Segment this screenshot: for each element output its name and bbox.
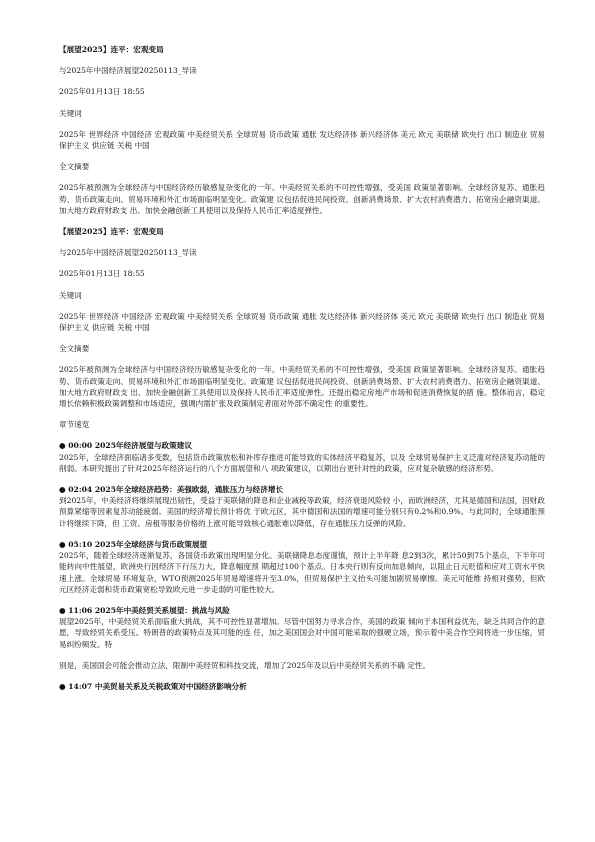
keywords-label-repeat: 关键词	[59, 290, 82, 300]
doc-subtitle-repeat: 与2025年中国经济展望20250113_导读	[59, 248, 197, 258]
chapter-text: 到2025年，中美经济将继续展现出韧性，受益于美联储的降息和企业减税等政策，经济衰退风险较 小，而欧洲经济，尤其是德国和法国，因财政预算紧缩等因素复苏动能疲弱。美国的经济增长预计将优 于欧元区，其中德国和法国的增速可能分别只有0.2%和0.9%。与此同时，全球通胀预计将继续下降，但 工资、房租等服务价格的上涨可能导致核心通胀难以降低，存在通胀压力反弹的风险。	[59, 496, 545, 528]
summary-text-repeat: 2025年被预测为全球经济与中国经济经历敏感复杂变化的一年。中美经贸关系的不可控性增强，受美国 政策显著影响。全球经济复苏、通胀趋势、货币政策走向、贸易环境和外汇市场面临明显变化。政策建 议包括促进民间投资、创新消费场景、扩大农村消费潜力、拓宽房企融资渠道、加大地方政府财政支 出、加快金融创新工具使用以及保持人民币汇率适度弹性。还提出稳定房地产市场和促进消费恢复的措 施。整体而言，稳定增长依赖积极政策调整和市场适应，强调内需扩张及政策制定者面对外部不确定性 的重要性。	[59, 365, 545, 409]
chapter-text-continued: 别是，美国国会可能会推动立法，限制中美经贸和科技交流，增加了2025年及以后中美经贸关系的不确 定性。	[59, 660, 431, 670]
doc-subtitle: 与2025年中国经济展望20250113_导读	[59, 66, 197, 76]
doc-title: 【展望2025】连平：宏观变局	[59, 45, 164, 54]
chapter-text: 2025年，全球经济面临诸多变数，包括货币政策放松和补库存推进可能导致的实体经济平稳复苏，以及 全球贸易保护主义泛滥对经济复苏动能的削弱。本研究提出了针对2025年经济运行的八个方面展望和八 项政策建议，以期出台更针对性的政策，应对复杂敏感的经济形势。	[59, 452, 545, 473]
doc-timestamp-repeat: 2025年01月13日 18:55	[59, 269, 145, 279]
keywords-text-repeat: 2025年 世界经济 中国经济 宏观政策 中美经贸关系 全球贸易 货币政策 通胀 发达经济体 新兴经济体 美元 欧元 美联储 欧央行 出口 制造业 贸易保护主义 供应链 关税 中国	[59, 311, 545, 333]
chapter-item	[59, 539, 545, 595]
chapter-title: ● 14:07 中美贸易关系及关税政策对中国经济影响分析	[59, 681, 247, 691]
summary-text: 2025年被预测为全球经济与中国经济经历敏感复杂变化的一年。中美经贸关系的不可控性增强，受美国 政策显著影响。全球经济复苏、通胀趋势、货币政策走向、贸易环境和外汇市场面临明显变化。政策建 议包括促进民间投资、创新消费场景、扩大农村消费潜力、拓宽房企融资渠道、加大地方政府财政支 出、加快金融创新工具使用以及保持人民币汇率适度弹性。	[59, 183, 545, 215]
chapter-title: ● 11:06 2025年中美经贸关系展望：挑战与风险	[59, 605, 230, 615]
chapter-text: 2025年，随着全球经济逐渐复苏，各国货币政策出现明显分化。美联储降息态度谨慎，预计上半年降 息2到3次，累计50到75个基点，下半年可能转向中性展望，欧洲央行因经济下行压力大，降息幅度预 期超过100个基点。日本央行则有反向加息倾向，以阻止日元贬值和应对工资水平快速上涨。全球贸易 环境复杂，WTO预测2025年贸易增速将升至3.0%，但贸易保护主义抬头可能加剧贸易摩擦。美元可能维 持相对强势，但欧元区经济走弱和货币政策宽松导致欧元进一步走弱的可能性较大。	[59, 551, 545, 594]
doc-timestamp: 2025年01月13日 18:55	[59, 87, 145, 97]
chapter-item	[59, 440, 545, 474]
chapter-item	[59, 605, 545, 650]
chapter-text: 展望2025年，中美经贸关系面临重大挑战，其不可控性显著增加。尽管中国努力寻求合作，美国的政策 倾向于本国利益优先，缺乏共同合作的意愿，导致经贸关系受压。特朗普的政策特点及其可能的连 任，加之美国国会对中国可能采取的强硬立场，预示着中美合作空间将进一步压缩，贸易纠纷频发。特	[59, 617, 545, 649]
chapter-item	[59, 484, 545, 529]
keywords-label: 关键词	[59, 108, 82, 118]
chapter-title: ● 00:00 2025年经济展望与政策建议	[59, 441, 192, 451]
chapters-label: 章节速览	[59, 420, 90, 430]
chapter-title: ● 02:04 2025年全球经济趋势：美强欧弱，通胀压力与经济增长	[59, 485, 284, 495]
keywords-text: 2025年 世界经济 中国经济 宏观政策 中美经贸关系 全球贸易 货币政策 通胀 发达经济体 新兴经济体 美元 欧元 美联储 欧央行 出口 制造业 贸易保护主义 供应链 关税 中国	[59, 129, 545, 151]
doc-title-repeat: 【展望2025】连平：宏观变局	[59, 227, 164, 237]
summary-label: 全文摘要	[59, 162, 90, 172]
summary-label-repeat: 全文摘要	[59, 344, 90, 354]
chapter-title: ● 05:10 2025年全球经济与货币政策展望	[59, 539, 208, 549]
